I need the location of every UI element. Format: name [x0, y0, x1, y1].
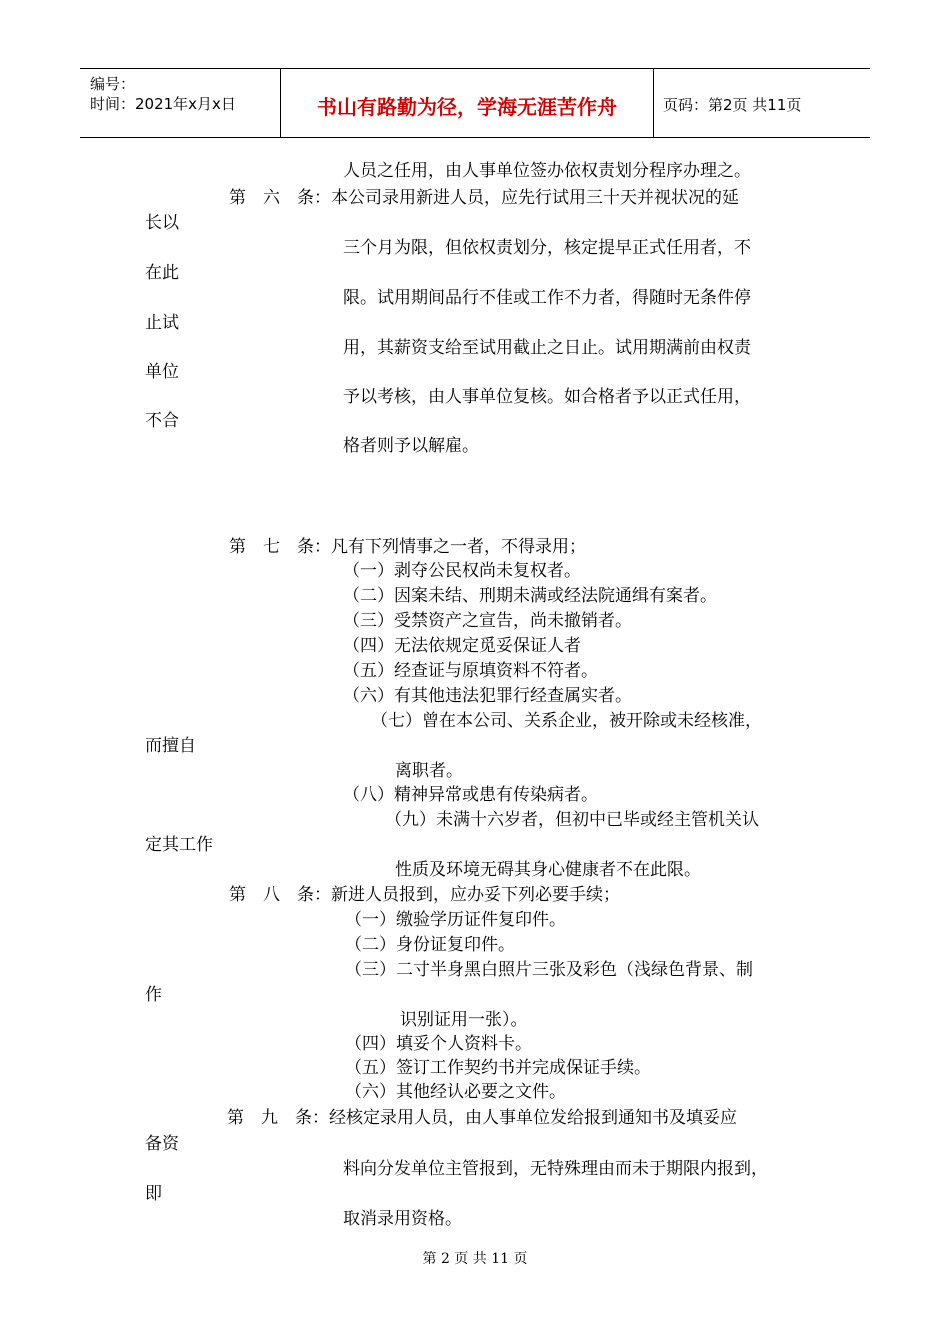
- body-fragment: 不合: [145, 411, 179, 431]
- body-line: 取消录用资格。: [343, 1209, 462, 1229]
- body-fragment: 定其工作: [145, 835, 213, 855]
- body-fragment: 即: [145, 1184, 162, 1204]
- list-item: （九）未满十六岁者，但初中已毕或经主管机关认: [385, 810, 759, 830]
- body-line: 离职者。: [395, 761, 463, 781]
- article-heading: 第 六 条：本公司录用新进人员，应先行试用三十天并视状况的延: [229, 188, 739, 208]
- list-item: （五）经查证与原填资料不符者。: [343, 661, 598, 681]
- page-footer: 第 2 页 共 11 页: [422, 1251, 528, 1267]
- body-line: 用，其薪资支给至试用截止之日止。试用期满前由权责: [343, 338, 751, 358]
- body-line: 人员之任用，由人事单位签办依权责划分程序办理之。: [343, 161, 751, 181]
- body-line: 格者则予以解雇。: [343, 436, 479, 456]
- body-line: 性质及环境无碍其身心健康者不在此限。: [395, 860, 701, 880]
- header-center-cell: [280, 69, 654, 137]
- list-item: （四）填妥个人资料卡。: [345, 1034, 532, 1054]
- header-right-cell: [653, 69, 870, 137]
- list-item: （七）曾在本公司、关系企业，被开除或未经核准，: [371, 711, 762, 731]
- body-line: 限。试用期间品行不佳或工作不力者，得随时无条件停: [343, 288, 751, 308]
- header-left-cell: [80, 69, 280, 137]
- list-item: （三）受禁资产之宣告，尚未撤销者。: [343, 611, 632, 631]
- list-item: （六）有其他违法犯罪行经查属实者。: [343, 686, 632, 706]
- body-fragment: 长以: [145, 213, 179, 233]
- list-item: （二）因案未结、刑期未满或经法院通缉有案者。: [343, 586, 717, 606]
- page-header: [80, 68, 870, 138]
- body-fragment: 单位: [145, 362, 179, 382]
- article-heading: 第 七 条：凡有下列情事之一者，不得录用；: [229, 537, 586, 557]
- article-heading: 第 九 条：经核定录用人员，由人事单位发给报到通知书及填妥应: [227, 1108, 737, 1128]
- body-fragment: 在此: [145, 263, 179, 283]
- body-line: 识别证用一张）。: [400, 1010, 528, 1030]
- page-info: 页码：第2页 共11页: [663, 96, 802, 114]
- body-line: 三个月为限，但依权责划分，核定提早正式任用者，不: [343, 238, 751, 258]
- body-fragment: 备资: [145, 1134, 179, 1154]
- time-label: 时间：2021年x月x日: [90, 95, 236, 113]
- body-fragment: 而擅自: [145, 736, 196, 756]
- list-item: （六）其他经认必要之文件。: [345, 1082, 566, 1102]
- body-fragment: 作: [145, 985, 162, 1005]
- list-item: （一）剥夺公民权尚未复权者。: [343, 561, 581, 581]
- list-item: （三）二寸半身黑白照片三张及彩色（浅绿色背景、制: [345, 960, 753, 980]
- body-fragment: 止试: [145, 313, 179, 333]
- header-motto: 书山有路勤为径，学海无涯苦作舟: [317, 95, 617, 119]
- article-heading: 第 八 条：新进人员报到，应办妥下列必要手续；: [229, 885, 620, 905]
- doc-number-label: 编号：: [90, 75, 136, 93]
- list-item: （八）精神异常或患有传染病者。: [343, 785, 598, 805]
- list-item: （四）无法依规定觅妥保证人者: [343, 636, 581, 656]
- list-item: （二）身份证复印件。: [345, 935, 515, 955]
- body-line: 予以考核，由人事单位复核。如合格者予以正式任用，: [343, 387, 751, 407]
- list-item: （五）签订工作契约书并完成保证手续。: [345, 1058, 651, 1078]
- body-line: 料向分发单位主管报到，无特殊理由而未于期限内报到，: [343, 1159, 768, 1179]
- list-item: （一）缴验学历证件复印件。: [345, 910, 566, 930]
